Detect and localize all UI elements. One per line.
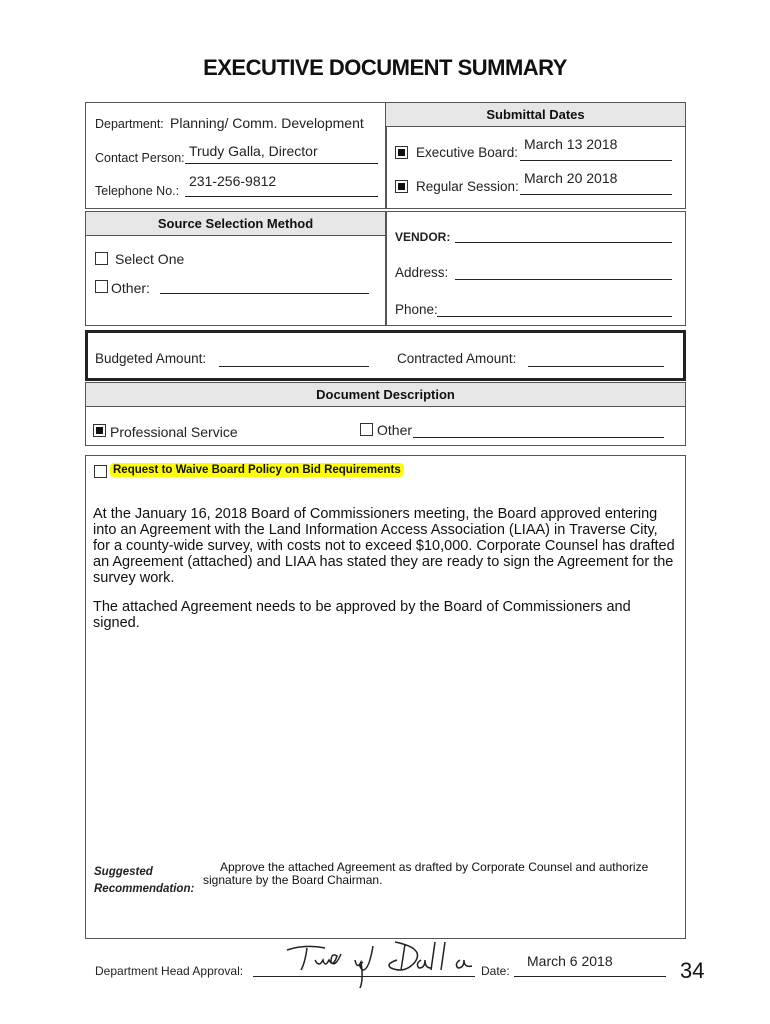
telephone-field[interactable]: 231-256-9812 [189, 173, 277, 189]
professional-service-checkbox[interactable] [93, 424, 106, 437]
source-other-checkbox[interactable] [95, 280, 108, 293]
contact-person-field[interactable]: Trudy Galla, Director [189, 143, 318, 159]
department-head-approval-label: Department Head Approval: [95, 964, 244, 978]
executive-board-checkbox[interactable] [395, 146, 408, 159]
page-title: EXECUTIVE DOCUMENT SUMMARY [203, 55, 567, 80]
recommendation-text: Approve the attached Agreement as drafted by Corporate Counsel and authorize signature by the Board Chairman. [203, 860, 649, 887]
description-other-field[interactable] [413, 437, 664, 438]
address-label: Address: [395, 265, 449, 280]
source-selection-header: Source Selection Method [86, 212, 385, 236]
page-number: 34 [680, 958, 705, 983]
regular-session-checkbox[interactable] [395, 180, 408, 193]
budgeted-amount-field[interactable] [219, 366, 369, 367]
select-one-checkbox[interactable] [95, 252, 108, 265]
regular-session-label: Regular Session: [416, 179, 519, 194]
budgeted-amount-label: Budgeted Amount: [95, 351, 207, 366]
vendor-phone-label: Phone: [395, 302, 438, 317]
description-other-checkbox[interactable] [360, 423, 373, 436]
vendor-label: VENDOR: [395, 230, 451, 244]
executive-board-label: Executive Board: [416, 145, 519, 160]
professional-service-label: Professional Service [110, 424, 238, 440]
suggested-label: Suggested [94, 866, 153, 878]
contact-person-label: Contact Person: [95, 151, 185, 165]
department-label: Department: [95, 117, 164, 131]
approval-date[interactable]: March 6 2018 [527, 953, 613, 969]
department-field[interactable]: Planning/ Comm. Development [170, 115, 364, 131]
executive-board-date[interactable]: March 13 2018 [524, 136, 618, 152]
regular-session-date[interactable]: March 20 2018 [524, 170, 618, 186]
source-other-label: Other: [111, 280, 150, 296]
description-other-label: Other [377, 422, 413, 438]
waive-policy-checkbox[interactable] [94, 465, 107, 478]
summary-paragraph-1: At the January 16, 2018 Board of Commissioners meeting, the Board approved entering into an Agreement with the Land Information Access Association (LIAA) in Traverse City, for a county-wide survey, with costs not to exceed $10,000. Corporate Counsel has drafted an Agreement (attached) and LIAA has stated they are ready to sign the Agreement for the survey work. [93, 506, 675, 586]
recommendation-label: Recommendation: [94, 883, 195, 895]
submittal-header: Submittal Dates [386, 103, 685, 127]
signature-icon [285, 938, 485, 988]
summary-paragraph-2: The attached Agreement needs to be approved by the Board of Commissioners and signed. [93, 599, 631, 631]
vendor-phone-field[interactable] [437, 316, 672, 317]
contracted-amount-field[interactable] [528, 366, 664, 367]
signature [285, 938, 485, 995]
waive-policy-label: Request to Waive Board Policy on Bid Requirements [110, 463, 404, 477]
date-label: Date: [481, 964, 510, 978]
address-field[interactable] [455, 279, 672, 280]
contracted-amount-label: Contracted Amount: [397, 351, 517, 366]
select-one-label: Select One [115, 251, 185, 267]
vendor-field[interactable] [455, 242, 672, 243]
telephone-label: Telephone No.: [95, 184, 180, 198]
document-description-header: Document Description [86, 383, 685, 407]
source-other-field[interactable] [160, 293, 369, 294]
